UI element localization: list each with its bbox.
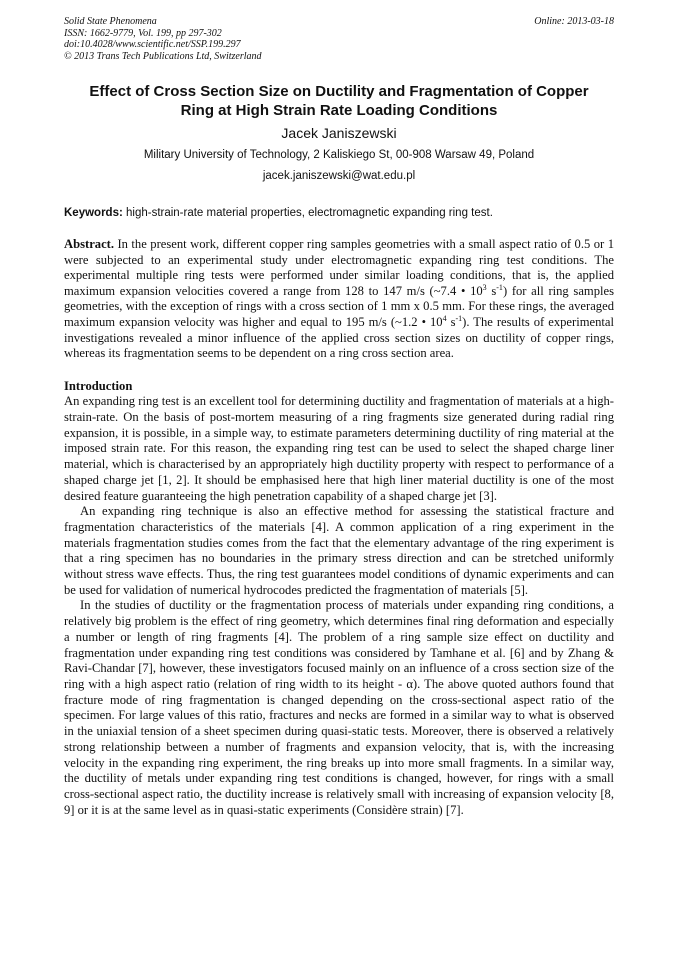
journal-header	[64, 16, 614, 62]
author-email: jacek.janiszewski@wat.edu.pl	[262, 170, 416, 182]
abstract-sup-3: 4	[442, 313, 447, 323]
keywords-text: high-strain-rate material properties, electromagnetic expanding ring test.	[122, 207, 493, 219]
abstract-sup-2: -1	[496, 282, 503, 292]
issn: ISSN: 1662-9779, Vol. 199, pp 297-302	[64, 27, 222, 39]
online-date: Online: 2013-03-18	[534, 16, 614, 27]
author-name: Jacek Janiszewski	[281, 125, 397, 141]
intro-paragraph-1: An expanding ring test is an excellent tool for determining ductility and fragmentation of materials at a high-strain-rate. On the basis of post-mortem measuring of a ring fragments size generated during radial ring expansion, it is possible, in a simple way, to estimate parameters determining ductility of ring material at the imposed strain rate. For this reason, the expanding ring test can be used to select the shaped charge liner material, which is characterised by an appropriately high ductility property with respect to performance of a shaped charge jet [1, 2]. It should be emphasised here that high liner material ductility is one of the most desired feature guaranteeing the high penetration capability of a shaped charge jet [3].	[64, 394, 614, 503]
affiliation: Military University of Technology, 2 Kaliskiego St, 00-908 Warsaw 49, Poland	[143, 149, 535, 161]
doi: doi:10.4028/www.scientific.net/SSP.199.297	[64, 39, 241, 50]
intro-paragraph-3: In the studies of ductility or the fragmentation process of materials under expanding ring conditions, a relatively big problem is the effect of ring geometry, which determines final ring deformation and especially a number or length of ring fragments [4]. The problem of a ring sample size effect on ductility and fragmentation under expanding ring test conditions was considered by Tamhane et al. [6] and by Zhang & Ravi-Chandar [7], however, these investigators focused mainly on an influence of a cross section size of the ring with a high aspect ratio (relation of ring width to its height - α). The above quoted authors found that fracture mode of ring fragmentation is changed depending on the cross-sectional aspect ratio of the specimen. For large values of this ratio, fractures and necks are formed in a similar way to what is observed in the uniaxial tension of a sheet specimen during quasi-static tests. Moreover, there is observed a relatively strong relationship between a number of fragments and expansion velocity, that is, with the increasing velocity in the expanding ring experiment, the ring breaks up into more small fragments. In a similar way, the ductility of metals under expanding ring test conditions is changed, however, for rings with a small cross-sectional aspect ratio, the ductility increase is relatively small with increasing of expansion velocity [8, 9] or it is at the same level as in quasi-static experiments (Considère strain) [7].	[64, 598, 614, 817]
abstract-text-4: s	[446, 314, 456, 329]
abstract-label: Abstract.	[64, 237, 115, 251]
title-line-1: Effect of Cross Section Size on Ductility and Fragmentation of Copper	[89, 83, 589, 100]
abstract-text-1: In the present work, different copper ring samples geometries with a small aspect ratio of 0.5 or 1 were subjected to an experimental study under electromagnetic expanding ring test conditions. The experimental multiple ring tests were performed under similar loading conditions, that is, the applied maximum expansion velocities covered a range from 128 to 147 m/s (~7.4 • 10	[64, 237, 614, 298]
intro-paragraph-2: An expanding ring technique is also an effective method for assessing the statistical fracture and fragmentation characteristics of the materials [4]. A common application of a ring experiment in the materials fragmentation studies comes from the fact that the elementary advantage of the ring experiment is that a ring specimen has no boundaries in the primary stress direction and can be stretched uniformly without stress wave effects. Thus, the ring test guarantees model conditions of dynamic experiments and can be used for validation of numerical hydrocodes predicted the fragmentation of materials [5].	[64, 504, 614, 597]
journal-name: Solid State Phenomena	[64, 16, 157, 27]
keywords	[64, 206, 614, 221]
abstract-text-2: s	[486, 283, 497, 298]
abstract	[64, 237, 614, 362]
copyright: © 2013 Trans Tech Publications Ltd, Switzerland	[64, 50, 262, 62]
abstract-sup-1: 3	[482, 282, 487, 292]
title-line-2: Ring at High Strain Rate Loading Conditions	[180, 102, 498, 119]
abstract-sup-4: -1	[455, 313, 463, 323]
abstract-text-3: ) for all ring samples geometries, with the exception of rings with a cross section of 1 mm x 0.5 mm. For these rings, the averaged maximum expansion velocity was higher and equal to 195 m/s (~1.2 • 10	[64, 283, 614, 329]
paper-title	[64, 82, 614, 120]
introduction-heading: Introduction	[64, 378, 133, 393]
abstract-text-5: ). The results of experimental investigations revealed a minor influence of the applied cross section sizes on ductility of copper rings, whereas its fragmentation seems to be dependent on a ring cross section area.	[64, 314, 614, 361]
keywords-label: Keywords:	[64, 207, 123, 219]
